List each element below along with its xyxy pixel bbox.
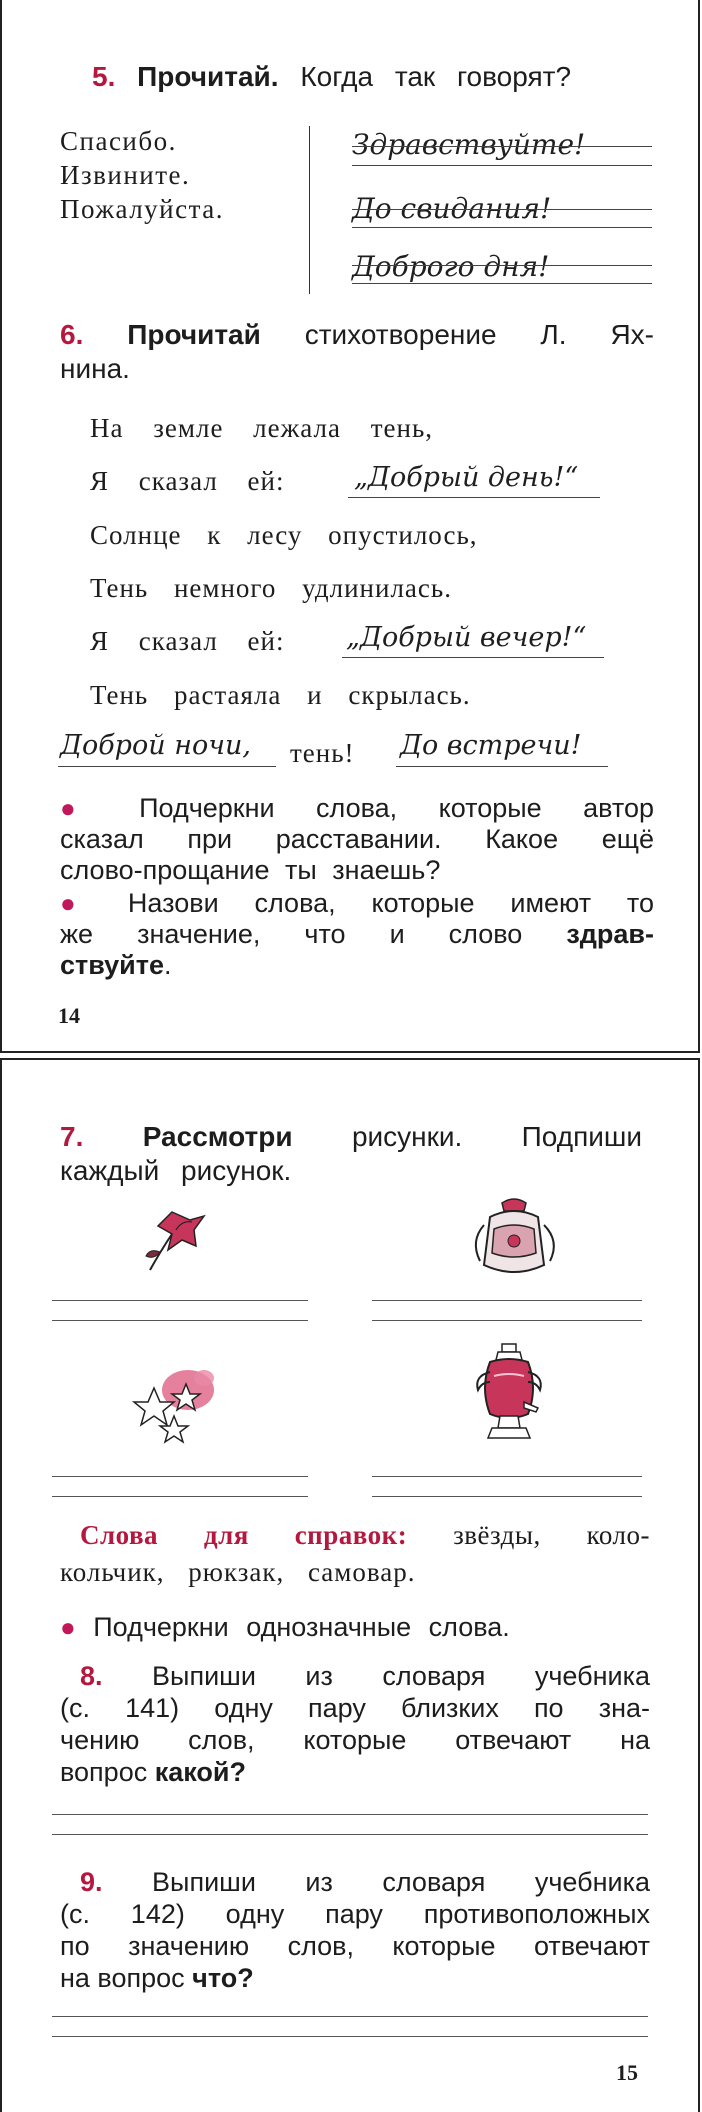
poem-hw-good-evening: „Добрый вечер!“: [346, 622, 587, 653]
answer-line[interactable]: [52, 1320, 308, 1321]
writing-line: [352, 283, 652, 284]
bullet-icon: ●: [60, 1612, 76, 1642]
answer-hello: Здравствуйте!: [352, 128, 586, 161]
bell-flower-icon: [132, 1200, 222, 1280]
writing-line: [348, 497, 600, 498]
writing-line: [352, 165, 652, 166]
poem-hw-good-day: „Добрый день!“: [354, 462, 579, 493]
answer-line[interactable]: [372, 1300, 642, 1301]
reference-words: Слова для справок: звёзды, коло-: [80, 1520, 651, 1550]
word-please: Пожалуйста.: [60, 194, 224, 224]
task-6-verb: Прочитай: [127, 319, 261, 350]
writing-line: [352, 265, 652, 266]
poem-line-7-text: тень!: [290, 738, 355, 768]
poem-line-2: Я сказал ей:: [90, 466, 285, 496]
backpack-icon: [464, 1195, 564, 1285]
writing-line: [58, 766, 276, 767]
answer-line[interactable]: [52, 1834, 648, 1835]
answer-line[interactable]: [372, 1496, 642, 1497]
answer-goodbye: До свидания!: [352, 192, 552, 225]
task-6-bullet-2: ● Назови слова, которые имеют то же значение, что и слово здрав- ствуйте.: [60, 888, 654, 980]
poem-hw-good-night: Доброй ночи,: [60, 730, 252, 761]
writing-line: [352, 227, 652, 228]
poem-hw-see-you: До встречи!: [400, 730, 582, 761]
task-5-word-list: [60, 124, 224, 226]
bullet-icon: ●: [60, 888, 93, 918]
poem-line-1: На земле лежала тень,: [90, 413, 434, 443]
writing-line: [352, 146, 652, 147]
page-number: 15: [616, 2060, 638, 2085]
bullet-icon: ●: [60, 793, 98, 823]
task-6-heading-cont: нина.: [60, 353, 130, 384]
task-7-heading-cont: каждый рисунок.: [60, 1155, 292, 1186]
writing-line: [352, 209, 652, 210]
stars-icon: [130, 1358, 230, 1453]
divider-line: [309, 126, 310, 294]
task-6-heading: [60, 318, 654, 351]
answer-line[interactable]: [372, 1320, 642, 1321]
poem-line-4: Тень немного удлинилась.: [90, 573, 452, 603]
reference-title: Слова для справок:: [80, 1520, 408, 1550]
answer-line[interactable]: [52, 1300, 308, 1301]
task-8: 8. Выпиши из словаря учебника (с. 141) одну пару близких по зна- чению слов, которые отвечают на вопрос какой?: [60, 1661, 650, 1787]
word-thanks: Спасибо.: [60, 126, 177, 156]
page-14: [0, 0, 700, 1053]
task-5-question: Когда так говорят?: [300, 61, 572, 92]
answer-line[interactable]: [52, 1814, 648, 1815]
task-8-number: 8.: [80, 1661, 103, 1691]
reference-words-cont: кольчик, рюкзак, самовар.: [60, 1557, 416, 1587]
task-7-bullet: ● Подчеркни однозначные слова.: [60, 1612, 510, 1642]
task-6-number: 6.: [60, 319, 84, 350]
samovar-icon: [464, 1342, 554, 1452]
writing-line: [396, 766, 608, 767]
task-9: 9. Выпиши из словаря учебника (с. 142) одну пару противоположных по значению слов, которые отвечают на вопрос что?: [60, 1867, 650, 1993]
task-9-number: 9.: [80, 1867, 103, 1897]
answer-line[interactable]: [52, 1476, 308, 1477]
answer-line[interactable]: [52, 2016, 648, 2017]
page-15: [0, 1058, 700, 2112]
answer-line[interactable]: [52, 1496, 308, 1497]
poem-line-5: Я сказал ей:: [90, 626, 285, 656]
answer-line[interactable]: [372, 1476, 642, 1477]
poem-line-6: Тень растаяла и скрылась.: [90, 680, 471, 710]
task-6-bullet-1: ● Подчеркни слова, которые автор сказал при расставании. Какое ещё слово-прощание ты знаешь?: [60, 793, 654, 885]
task-7-verb: Рассмотри: [142, 1121, 293, 1152]
task-5-verb: Прочитай.: [137, 61, 279, 92]
word-sorry: Извините.: [60, 160, 191, 190]
writing-line: [342, 657, 604, 658]
task-5-number: 5.: [92, 61, 116, 92]
poem-line-3: Солнце к лесу опустилось,: [90, 520, 478, 550]
task-5-heading: [92, 60, 632, 93]
task-6-text: стихотворение Л. Ях-: [304, 319, 654, 350]
task-7-number: 7.: [60, 1121, 84, 1152]
answer-good-day: Доброго дня!: [352, 250, 550, 283]
task-7-heading: [60, 1120, 642, 1153]
page-number: 14: [58, 1003, 80, 1028]
answer-line[interactable]: [52, 2036, 648, 2037]
task-7-text: рисунки. Подпиши: [351, 1121, 643, 1152]
